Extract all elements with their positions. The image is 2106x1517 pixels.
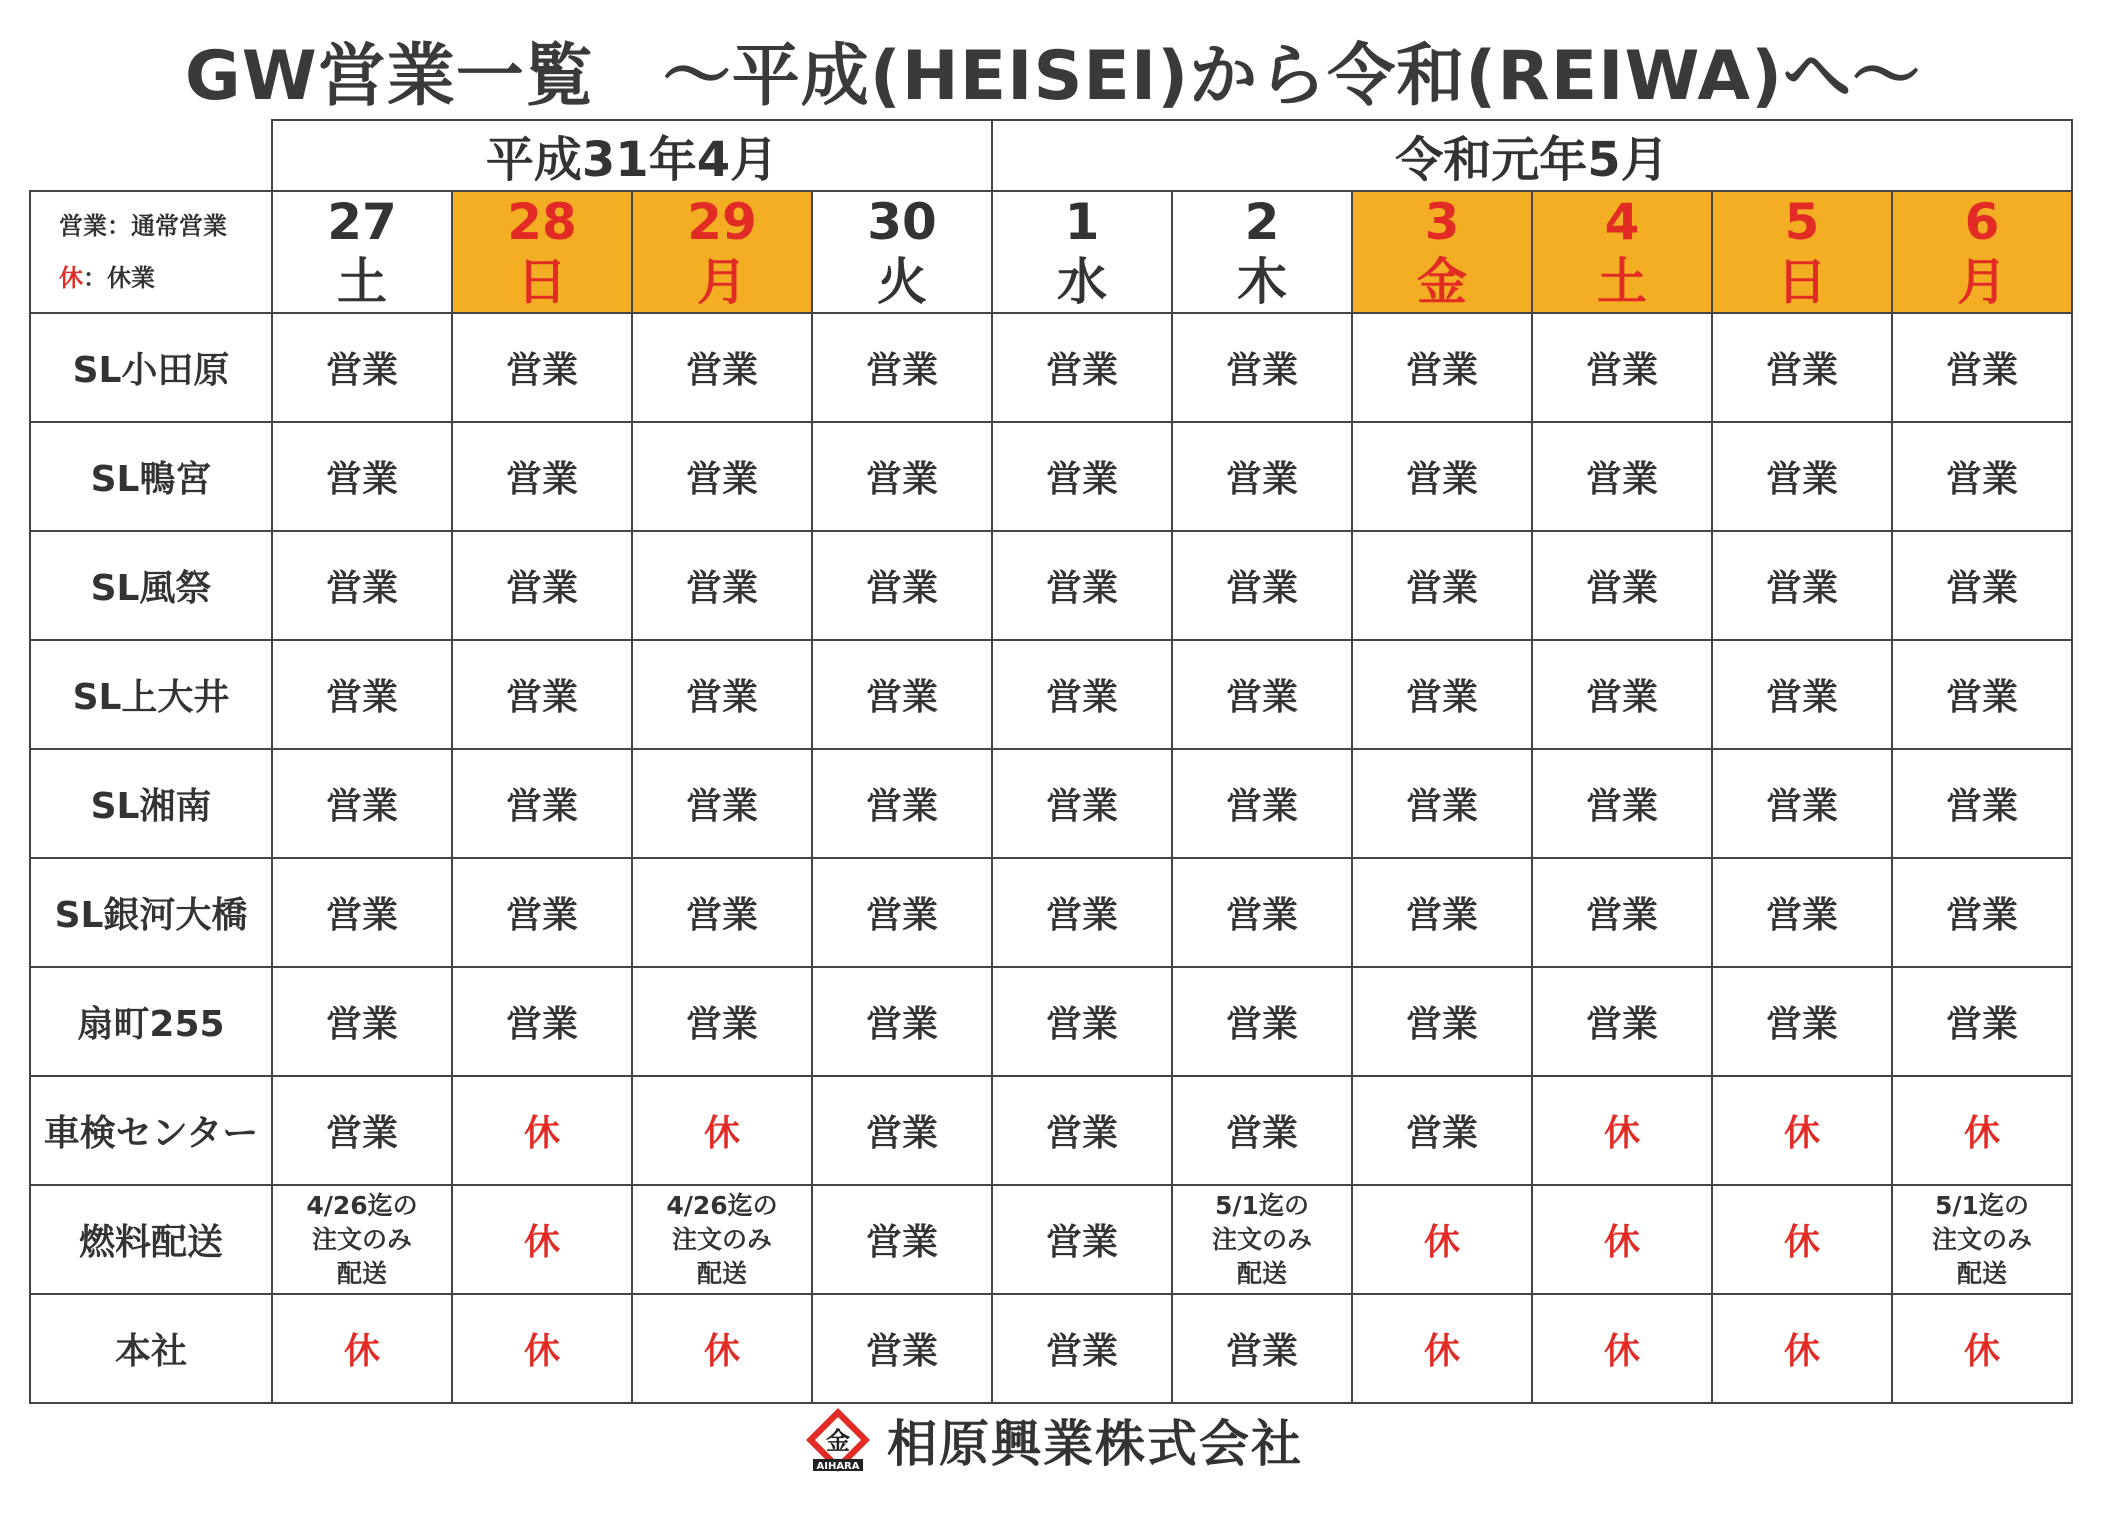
status-open: 営業 bbox=[992, 1185, 1172, 1294]
status-open: 営業 bbox=[1352, 967, 1532, 1076]
day-of-week: 金 bbox=[1417, 253, 1467, 311]
status-open: 営業 bbox=[1172, 858, 1352, 967]
row-label: 車検センター bbox=[30, 1076, 272, 1185]
status-open: 営業 bbox=[632, 967, 812, 1076]
note-line: 注文のみ bbox=[1931, 1224, 2032, 1254]
note-line: 配送 bbox=[336, 1258, 387, 1288]
status-open: 営業 bbox=[812, 422, 992, 531]
row-label: SL風祭 bbox=[30, 531, 272, 640]
day-number: 29 bbox=[687, 193, 757, 251]
day-of-week: 月 bbox=[697, 253, 747, 311]
status-open: 営業 bbox=[992, 967, 1172, 1076]
status-open: 営業 bbox=[1532, 967, 1712, 1076]
company-name: 相原興業株式会社 bbox=[887, 1415, 1303, 1473]
status-open: 営業 bbox=[1172, 313, 1352, 422]
status-open: 営業 bbox=[1352, 422, 1532, 531]
status-open: 営業 bbox=[812, 967, 992, 1076]
day-of-week: 日 bbox=[1777, 253, 1827, 311]
note-line: 注文のみ bbox=[311, 1224, 412, 1254]
status-open: 営業 bbox=[452, 313, 632, 422]
status-open: 営業 bbox=[1892, 640, 2072, 749]
month-header: 令和元年5月 bbox=[992, 120, 2072, 191]
table-row bbox=[30, 313, 2072, 422]
status-closed: 休 bbox=[1532, 1076, 1712, 1185]
row-label: SL銀河大橋 bbox=[30, 858, 272, 967]
status-open: 営業 bbox=[992, 640, 1172, 749]
status-open: 営業 bbox=[992, 1076, 1172, 1185]
status-open: 営業 bbox=[1172, 531, 1352, 640]
day-header bbox=[1172, 191, 1352, 313]
day-of-week: 火 bbox=[877, 253, 927, 311]
schedule-table bbox=[29, 119, 2073, 1404]
status-open: 営業 bbox=[1352, 1076, 1532, 1185]
note-line: 4/26迄の bbox=[666, 1190, 778, 1220]
status-open: 営業 bbox=[1532, 858, 1712, 967]
company-logo-icon bbox=[803, 1405, 873, 1475]
row-label: 本社 bbox=[30, 1294, 272, 1403]
status-note bbox=[1172, 1185, 1352, 1294]
status-open: 営業 bbox=[812, 1185, 992, 1294]
note-line: 配送 bbox=[1236, 1258, 1287, 1288]
day-number: 2 bbox=[1244, 193, 1280, 251]
status-closed: 休 bbox=[632, 1076, 812, 1185]
status-open: 営業 bbox=[272, 422, 452, 531]
status-open: 営業 bbox=[812, 749, 992, 858]
legend-open-desc: ：通常営業 bbox=[107, 212, 227, 240]
status-open: 営業 bbox=[272, 313, 452, 422]
day-header bbox=[1892, 191, 2072, 313]
status-closed: 休 bbox=[272, 1294, 452, 1403]
status-open: 営業 bbox=[1352, 749, 1532, 858]
status-open: 営業 bbox=[1532, 640, 1712, 749]
status-open: 営業 bbox=[1892, 858, 2072, 967]
day-number: 6 bbox=[1964, 193, 2000, 251]
status-open: 営業 bbox=[452, 640, 632, 749]
day-header bbox=[272, 191, 452, 313]
status-open: 営業 bbox=[1712, 313, 1892, 422]
status-open: 営業 bbox=[272, 1076, 452, 1185]
day-header-row bbox=[30, 191, 2072, 313]
page-title: GW営業一覧 ～平成(HEISEI)から令和(REIWA)へ～ bbox=[184, 37, 1922, 116]
status-open: 営業 bbox=[452, 531, 632, 640]
row-label: SL湘南 bbox=[30, 749, 272, 858]
table-row bbox=[30, 1076, 2072, 1185]
row-label: 扇町255 bbox=[30, 967, 272, 1076]
status-closed: 休 bbox=[1352, 1294, 1532, 1403]
status-open: 営業 bbox=[992, 749, 1172, 858]
status-open: 営業 bbox=[1172, 422, 1352, 531]
status-open: 営業 bbox=[272, 531, 452, 640]
status-open: 営業 bbox=[632, 422, 812, 531]
day-of-week: 月 bbox=[1957, 253, 2007, 311]
status-closed: 休 bbox=[1532, 1185, 1712, 1294]
row-label: SL鴨宮 bbox=[30, 422, 272, 531]
status-open: 営業 bbox=[1172, 749, 1352, 858]
status-open: 営業 bbox=[1712, 967, 1892, 1076]
status-open: 営業 bbox=[1532, 422, 1712, 531]
status-closed: 休 bbox=[632, 1294, 812, 1403]
note-line: 注文のみ bbox=[1211, 1224, 1312, 1254]
day-number: 1 bbox=[1064, 193, 1100, 251]
legend bbox=[30, 191, 272, 313]
status-open: 営業 bbox=[992, 313, 1172, 422]
legend-closed-key: 休 bbox=[59, 264, 83, 292]
table-row bbox=[30, 1294, 2072, 1403]
day-header bbox=[992, 191, 1172, 313]
status-open: 営業 bbox=[272, 967, 452, 1076]
status-open: 営業 bbox=[1352, 640, 1532, 749]
status-closed: 休 bbox=[452, 1294, 632, 1403]
table-row bbox=[30, 749, 2072, 858]
status-open: 営業 bbox=[1712, 531, 1892, 640]
status-open: 営業 bbox=[632, 858, 812, 967]
status-note bbox=[1892, 1185, 2072, 1294]
status-open: 営業 bbox=[632, 640, 812, 749]
corner-cell bbox=[30, 120, 272, 191]
status-open: 営業 bbox=[992, 422, 1172, 531]
day-header bbox=[452, 191, 632, 313]
status-open: 営業 bbox=[992, 1294, 1172, 1403]
status-open: 営業 bbox=[1172, 1294, 1352, 1403]
status-open: 営業 bbox=[1892, 967, 2072, 1076]
day-number: 5 bbox=[1784, 193, 1820, 251]
status-closed: 休 bbox=[452, 1076, 632, 1185]
day-header bbox=[1352, 191, 1532, 313]
day-number: 4 bbox=[1604, 193, 1640, 251]
status-closed: 休 bbox=[1712, 1185, 1892, 1294]
status-open: 営業 bbox=[1532, 749, 1712, 858]
day-header bbox=[1712, 191, 1892, 313]
note-line: 5/1迄の bbox=[1935, 1190, 2029, 1220]
status-open: 営業 bbox=[812, 531, 992, 640]
status-open: 営業 bbox=[632, 749, 812, 858]
day-number: 28 bbox=[507, 193, 577, 251]
svg-text:AIHARA: AIHARA bbox=[816, 1461, 860, 1472]
status-open: 営業 bbox=[992, 858, 1172, 967]
status-closed: 休 bbox=[1892, 1076, 2072, 1185]
status-closed: 休 bbox=[452, 1185, 632, 1294]
status-open: 営業 bbox=[452, 967, 632, 1076]
status-open: 営業 bbox=[1712, 640, 1892, 749]
status-open: 営業 bbox=[1352, 858, 1532, 967]
status-open: 営業 bbox=[1352, 531, 1532, 640]
status-open: 営業 bbox=[812, 313, 992, 422]
status-open: 営業 bbox=[1172, 640, 1352, 749]
status-note bbox=[272, 1185, 452, 1294]
status-closed: 休 bbox=[1532, 1294, 1712, 1403]
legend-closed-desc: ：休業 bbox=[83, 264, 155, 292]
status-open: 営業 bbox=[1892, 422, 2072, 531]
note-line: 注文のみ bbox=[671, 1224, 772, 1254]
day-header bbox=[812, 191, 992, 313]
status-open: 営業 bbox=[632, 313, 812, 422]
legend-open-key: 営業 bbox=[59, 212, 107, 240]
day-of-week: 木 bbox=[1237, 253, 1287, 311]
status-closed: 休 bbox=[1712, 1076, 1892, 1185]
status-open: 営業 bbox=[1712, 858, 1892, 967]
status-open: 営業 bbox=[1712, 749, 1892, 858]
day-of-week: 日 bbox=[517, 253, 567, 311]
status-open: 営業 bbox=[632, 531, 812, 640]
status-open: 営業 bbox=[1892, 531, 2072, 640]
month-header: 平成31年4月 bbox=[272, 120, 992, 191]
row-label: SL小田原 bbox=[30, 313, 272, 422]
status-closed: 休 bbox=[1712, 1294, 1892, 1403]
status-open: 営業 bbox=[272, 858, 452, 967]
day-of-week: 土 bbox=[1597, 253, 1647, 311]
day-header bbox=[632, 191, 812, 313]
row-label: SL上大井 bbox=[30, 640, 272, 749]
status-open: 営業 bbox=[992, 531, 1172, 640]
status-open: 営業 bbox=[452, 749, 632, 858]
table-row bbox=[30, 531, 2072, 640]
day-header bbox=[1532, 191, 1712, 313]
status-open: 営業 bbox=[812, 1294, 992, 1403]
day-number: 27 bbox=[327, 193, 397, 251]
status-open: 営業 bbox=[272, 640, 452, 749]
table-row bbox=[30, 422, 2072, 531]
day-number: 3 bbox=[1424, 193, 1460, 251]
status-open: 営業 bbox=[1532, 531, 1712, 640]
day-of-week: 土 bbox=[337, 253, 387, 311]
status-open: 営業 bbox=[272, 749, 452, 858]
status-open: 営業 bbox=[812, 858, 992, 967]
status-closed: 休 bbox=[1352, 1185, 1532, 1294]
status-open: 営業 bbox=[1172, 1076, 1352, 1185]
status-open: 営業 bbox=[1352, 313, 1532, 422]
status-open: 営業 bbox=[812, 1076, 992, 1185]
status-open: 営業 bbox=[452, 422, 632, 531]
status-closed: 休 bbox=[1892, 1294, 2072, 1403]
day-of-week: 水 bbox=[1057, 253, 1107, 311]
status-open: 営業 bbox=[452, 858, 632, 967]
status-open: 営業 bbox=[1892, 313, 2072, 422]
status-open: 営業 bbox=[1892, 749, 2072, 858]
status-note bbox=[632, 1185, 812, 1294]
status-open: 営業 bbox=[1172, 967, 1352, 1076]
month-header-row bbox=[30, 120, 2072, 191]
note-line: 5/1迄の bbox=[1215, 1190, 1309, 1220]
row-label: 燃料配送 bbox=[30, 1185, 272, 1294]
table-row bbox=[30, 967, 2072, 1076]
svg-text:金: 金 bbox=[826, 1427, 850, 1455]
table-row bbox=[30, 640, 2072, 749]
footer bbox=[0, 1405, 2106, 1475]
status-open: 営業 bbox=[812, 640, 992, 749]
status-open: 営業 bbox=[1712, 422, 1892, 531]
day-number: 30 bbox=[867, 193, 937, 251]
note-line: 配送 bbox=[1956, 1258, 2007, 1288]
table-row bbox=[30, 1185, 2072, 1294]
table-row bbox=[30, 858, 2072, 967]
note-line: 配送 bbox=[696, 1258, 747, 1288]
status-open: 営業 bbox=[1532, 313, 1712, 422]
note-line: 4/26迄の bbox=[306, 1190, 418, 1220]
